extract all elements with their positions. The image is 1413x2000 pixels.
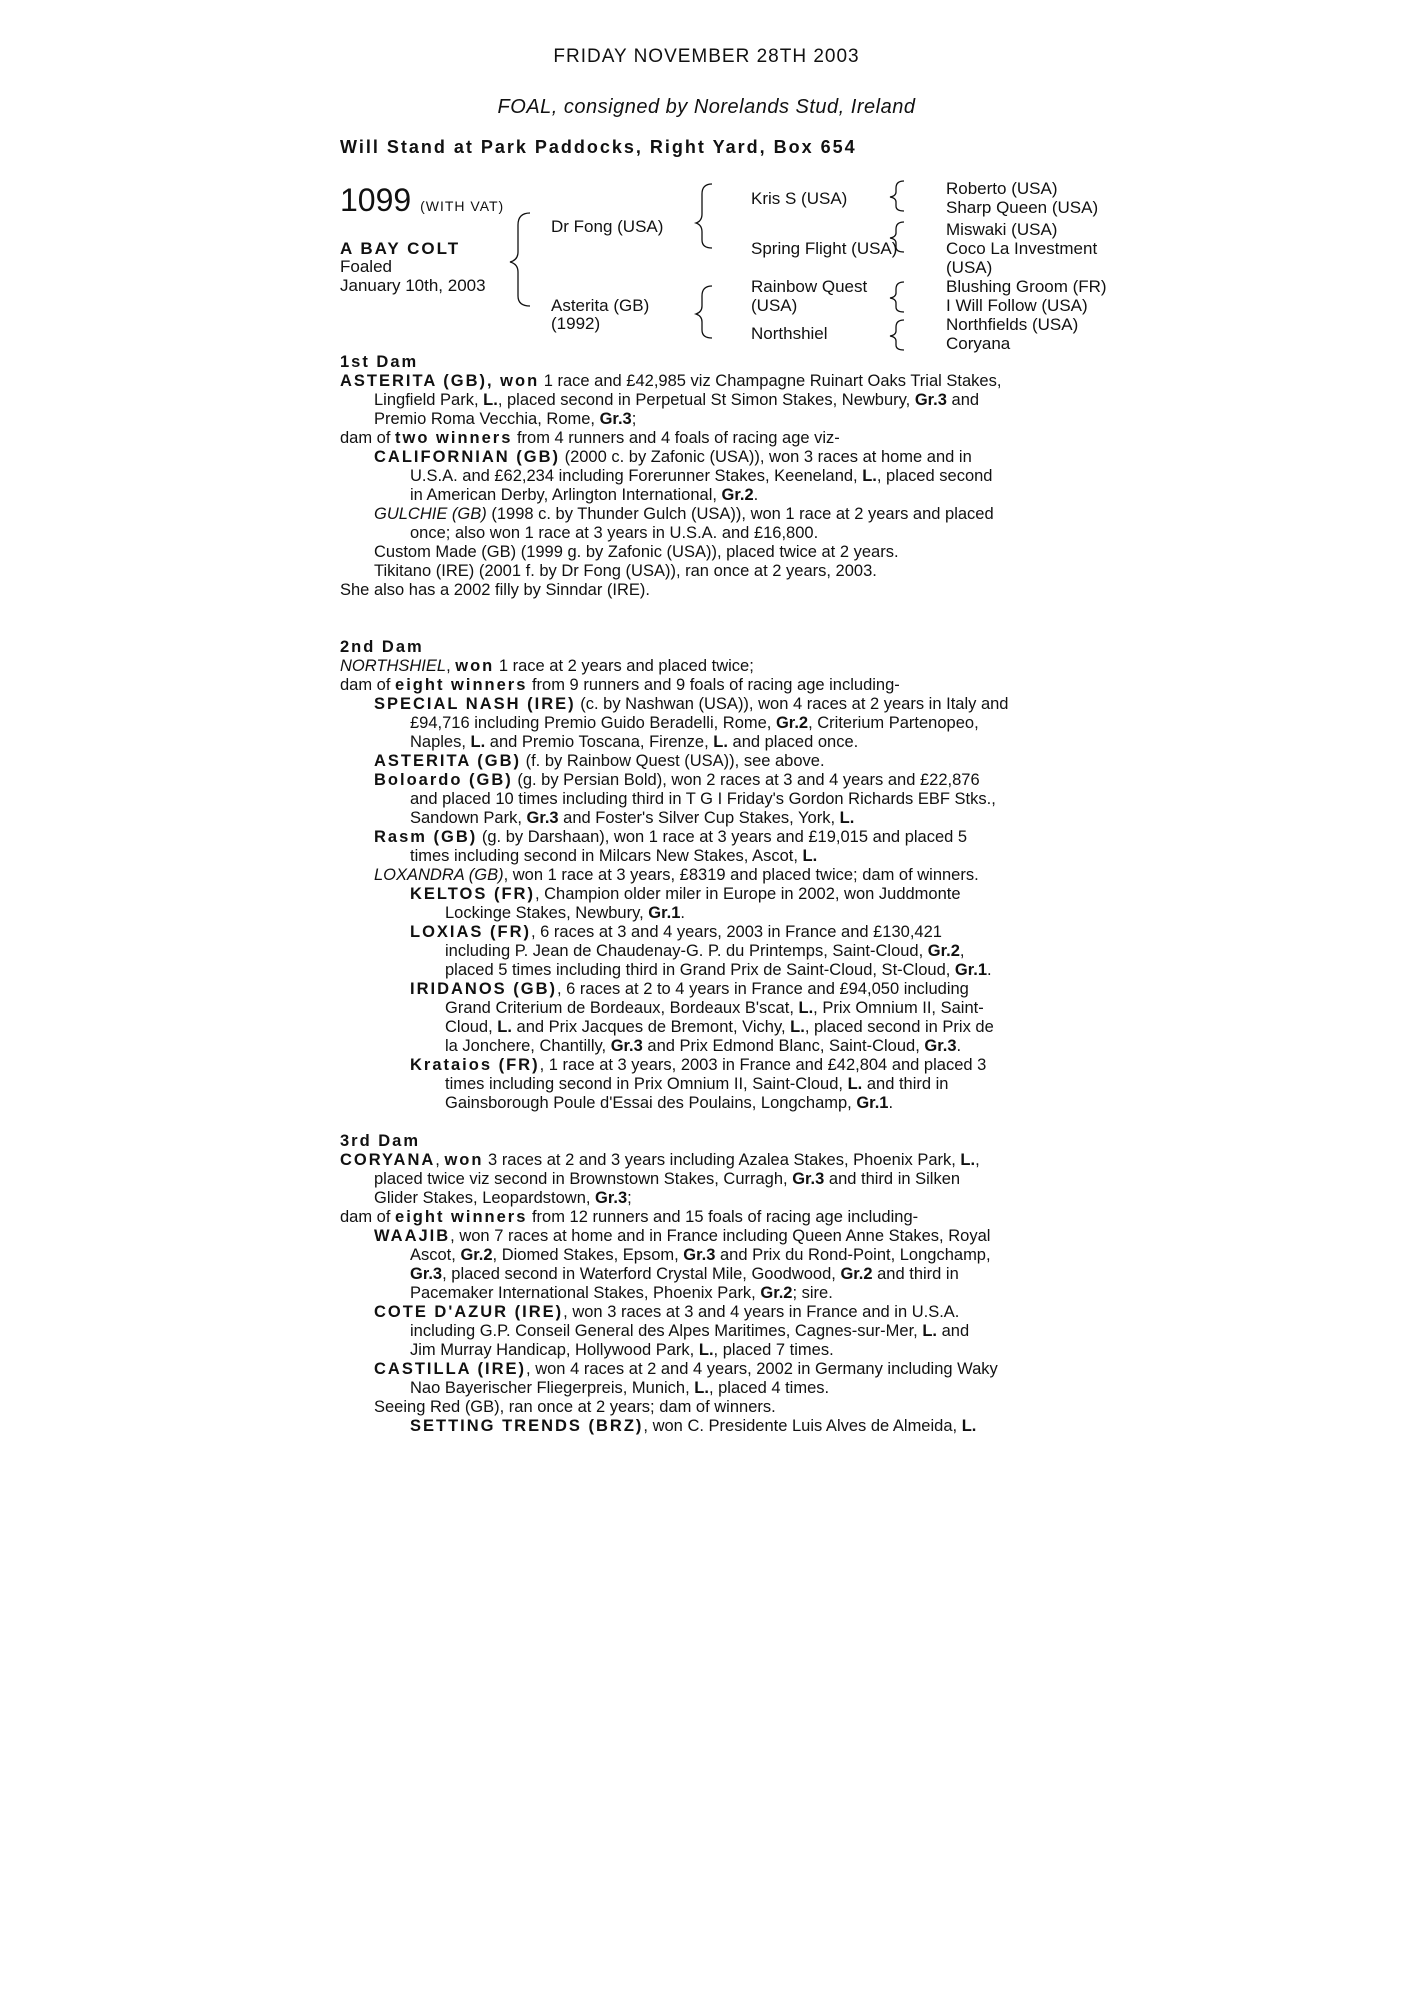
dam3-line-11 (340, 1341, 1072, 1360)
ggs-5: Blushing Groom (FR) (946, 277, 1107, 296)
dam1-line-1 (340, 372, 1072, 391)
dam-sire-1: Rainbow Quest (751, 277, 868, 296)
t: Gr.1 (648, 904, 681, 922)
t: , 6 races at 2 to 4 years in France and £94,050 including (557, 980, 969, 998)
t: Grand Criterium de Bordeaux, Bordeaux B'scat, (445, 999, 799, 1017)
t: won (455, 657, 495, 675)
dam2-line-3 (340, 695, 1072, 714)
dam3-line-12 (340, 1360, 1072, 1379)
dam1-text: 1 race and £42,985 viz Champagne Ruinart Oaks Trial Stakes, (539, 372, 1002, 390)
t: Gr.3 (410, 1265, 443, 1283)
t: , won 7 races at home and in France including Queen Anne Stakes, Royal (450, 1227, 991, 1245)
dam3-line-13 (340, 1379, 1072, 1398)
t: , won 3 races at 3 and 4 years in France and in U.S.A. (563, 1303, 960, 1321)
vat-note: (WITH VAT) (420, 198, 505, 214)
t: . (888, 1094, 894, 1112)
lot-description: A BAY COLT (340, 239, 461, 258)
t: Gr.2 (721, 486, 754, 504)
dam2-line-7 (340, 771, 1072, 790)
bracket-northshiel (890, 320, 904, 350)
t: L. (847, 1075, 863, 1093)
t: , (959, 942, 965, 960)
t: . (753, 486, 759, 504)
sire-sire: Kris S (USA) (751, 189, 848, 208)
pedigree-brackets (0, 0, 1413, 360)
lot-number: 1099 (340, 182, 412, 218)
dam-sire-2: (USA) (751, 296, 798, 315)
ggs-4b: (USA) (946, 258, 993, 277)
t: dam of (340, 676, 396, 694)
t: eight winners (395, 1208, 528, 1226)
dam3-line-3 (340, 1189, 1072, 1208)
t: , 1 race at 3 years, 2003 in France and £42,804 and placed 3 (539, 1056, 987, 1074)
dam3-line-14: Seeing Red (GB), ran once at 2 years; dam of winners. (374, 1398, 776, 1416)
dam2-line-15 (340, 923, 1072, 942)
t: , (975, 1151, 980, 1169)
t: L. (713, 733, 728, 751)
t: and third in (862, 1075, 949, 1093)
sale-date: FRIDAY NOVEMBER 28TH 2003 (553, 46, 860, 67)
t: dam of (340, 429, 396, 447)
dam2-line-6 (340, 752, 1072, 771)
t: from 9 runners and 9 foals of racing age including- (527, 676, 900, 694)
dam2-line-22 (340, 1056, 1072, 1075)
t: and Prix du Rond-Point, Longchamp, (715, 1246, 991, 1264)
t: from 12 runners and 15 foals of racing age including- (527, 1208, 919, 1226)
t: Cloud, (445, 1018, 498, 1036)
t: and third in (872, 1265, 959, 1283)
dam3-line-4 (340, 1208, 1072, 1227)
t: , Diomed Stakes, Epsom, (492, 1246, 684, 1264)
t: Gr.3 (924, 1037, 957, 1055)
dam3-line-10 (340, 1322, 1072, 1341)
t: including G.P. Conseil General des Alpes Maritimes, Cagnes-sur-Mer, (410, 1322, 923, 1340)
ggs-1: Roberto (USA) (946, 179, 1058, 198)
dam1-line-11: Tikitano (IRE) (2001 f. by Dr Fong (USA)), ran once at 2 years, 2003. (374, 562, 877, 580)
dam: Asterita (GB) (551, 296, 650, 315)
dam2-line-23 (340, 1075, 1072, 1094)
t: . (680, 904, 685, 922)
t: la Jonchere, Chantilly, (445, 1037, 611, 1055)
t: Gainsborough Poule d'Essai des Poulains, Longchamp, (445, 1094, 857, 1112)
t: GULCHIE (GB) (374, 505, 487, 523)
t: £94,716 including Premio Guido Beradelli, Rome, (410, 714, 776, 732)
t: U.S.A. and £62,234 including Forerunner Stakes, Keeneland, (410, 467, 863, 485)
dam3-line-7 (340, 1265, 1072, 1284)
t: (2000 c. by Zafonic (USA)), won 3 races at home and in (559, 448, 972, 466)
t: Jim Murray Handicap, Hollywood Park, (410, 1341, 699, 1359)
dam2-line-4 (340, 714, 1072, 733)
t: , (435, 1151, 445, 1169)
t: L. (862, 467, 877, 485)
dam2-line-9 (340, 809, 1072, 828)
t: , placed 7 times. (713, 1341, 834, 1359)
t: L. (497, 1018, 512, 1036)
dam3-line-9 (340, 1303, 1072, 1322)
family-notes (340, 353, 1072, 1436)
spacer (340, 619, 1072, 638)
t: (f. by Rainbow Quest (USA)), see above. (521, 752, 825, 770)
t: Gr.3 (792, 1170, 825, 1188)
t: Pacemaker International Stakes, Phoenix Park, (410, 1284, 761, 1302)
t: COTE D'AZUR (IRE) (374, 1303, 564, 1321)
t: , 6 races at 3 and 4 years, 2003 in France and £130,421 (531, 923, 942, 941)
dam2-line-12 (340, 866, 1072, 885)
ggs-8: Coryana (946, 334, 1011, 353)
t: ; (627, 1189, 632, 1207)
bracket-rainbow-quest (890, 282, 904, 312)
t: and Prix Jacques de Bremont, Vichy, (511, 1018, 791, 1036)
t: WAAJIB (374, 1227, 451, 1245)
t: , Prix Omnium II, Saint- (813, 999, 984, 1017)
t: Sandown Park, (410, 809, 527, 827)
t: Naples, (410, 733, 471, 751)
t: NORTHSHIEL (340, 657, 447, 675)
dam1-line-9: once; also won 1 race at 3 years in U.S.A. and £16,800. (410, 524, 819, 542)
bracket-generation-1 (510, 213, 530, 306)
dam1-line-2 (340, 391, 1072, 410)
dam1-line-8 (340, 505, 1072, 524)
t: L. (961, 1417, 977, 1435)
dam1-line-5 (340, 448, 1072, 467)
dam3-line-1 (340, 1151, 1072, 1170)
bracket-sire (696, 184, 712, 248)
t: Gr.2 (460, 1246, 493, 1264)
t: L. (798, 999, 814, 1017)
t: from 4 runners and 4 foals of racing age viz- (512, 429, 840, 447)
dam1-line-7 (340, 486, 1072, 505)
t: and Foster's Silver Cup Stakes, York, (558, 809, 840, 827)
sire-dam: Spring Flight (USA) (751, 239, 898, 258)
ggs-7: Northfields (USA) (946, 315, 1079, 334)
dam2-line-21 (340, 1037, 1072, 1056)
t: Boloardo (GB) (374, 771, 513, 789)
bracket-dam (696, 286, 712, 338)
dam2-line-10 (340, 828, 1072, 847)
t: in American Derby, Arlington International, (410, 486, 722, 504)
t: Gr.2 (775, 714, 809, 732)
t: L. (470, 733, 486, 751)
dam2-line-2 (340, 676, 1072, 695)
t: . (987, 961, 992, 979)
dam1-line-6 (340, 467, 1072, 486)
t: Gr.3 (683, 1246, 716, 1264)
t: L. (790, 1018, 805, 1036)
t: Rasm (GB) (374, 828, 478, 846)
t: Ascot, (410, 1246, 461, 1264)
t: , won C. Presidente Luis Alves de Almeida, (643, 1417, 962, 1435)
t: eight winners (395, 676, 528, 694)
dam2-line-5 (340, 733, 1072, 752)
t: Gr.1 (954, 961, 988, 979)
foaled-label: Foaled (340, 257, 392, 276)
dam1-line-3 (340, 410, 1072, 429)
t: and third in Silken (824, 1170, 961, 1188)
t: 1 race at 2 years and placed twice; (494, 657, 754, 675)
t: Gr.2 (927, 942, 960, 960)
t: (g. by Persian Bold), won 2 races at 3 and 4 years and £22,876 (512, 771, 980, 789)
t: times including second in Milcars New Stakes, Ascot, (410, 847, 803, 865)
t: (1998 c. by Thunder Gulch (USA)), won 1 race at 2 years and placed (486, 505, 994, 523)
t: ASTERITA (GB) (374, 752, 521, 770)
t: L. (922, 1322, 938, 1340)
t: IRIDANOS (GB) (410, 980, 557, 998)
dam1-heading: 1st Dam (340, 353, 419, 371)
t: , placed 4 times. (708, 1379, 830, 1397)
t: CORYANA (340, 1151, 436, 1169)
t: Premio Roma Vecchia, Rome, (374, 410, 600, 428)
pedigree-table (0, 0, 1413, 360)
dam2-line-24 (340, 1094, 1072, 1113)
t: 3 races at 2 and 3 years including Azalea Stakes, Phoenix Park, (483, 1151, 961, 1169)
t: ; (631, 410, 637, 428)
t: L. (694, 1379, 709, 1397)
stand-location: Will Stand at Park Paddocks, Right Yard, Box 654 (340, 137, 857, 157)
t: , placed second in Perpetual St Simon Stakes, Newbury, (497, 391, 915, 409)
dam1-won: won (500, 372, 540, 390)
dam2-line-19 (340, 999, 1072, 1018)
t: times including second in Prix Omnium II, Saint-Cloud, (445, 1075, 848, 1093)
t: , placed second in Waterford Crystal Mile, Goodwood, (442, 1265, 841, 1283)
dam-year: (1992) (551, 314, 601, 333)
dam3-heading: 3rd Dam (340, 1132, 421, 1150)
t: , Criterium Partenopeo, (808, 714, 979, 732)
consignment-line: FOAL, consigned by Norelands Stud, Ireland (497, 96, 916, 118)
t: and (946, 391, 980, 409)
spacer (340, 600, 1072, 619)
ggs-3: Miswaki (USA) (946, 220, 1058, 239)
dam-dam: Northshiel (751, 324, 828, 343)
t: , Champion older miler in Europe in 2002, won Juddmonte (534, 885, 961, 903)
dam1-line-12: She also has a 2002 filly by Sinndar (IRE). (340, 581, 650, 599)
t: (g. by Darshaan), won 1 race at 3 years and £19,015 and placed 5 (477, 828, 968, 846)
t: LOXIAS (FR) (410, 923, 531, 941)
foaled-date: January 10th, 2003 (340, 276, 486, 295)
dam3-line-15 (340, 1417, 1072, 1436)
t: , placed second (876, 467, 993, 485)
t: Lingfield Park, (374, 391, 484, 409)
t: Gr.3 (599, 410, 632, 428)
dam3-line-8 (340, 1284, 1072, 1303)
t: placed twice viz second in Brownstown Stakes, Curragh, (374, 1170, 793, 1188)
dam2-line-11 (340, 847, 1072, 866)
t: Gr.1 (856, 1094, 889, 1112)
t: , won 1 race at 3 years, £8319 and placed twice; dam of winners. (503, 866, 979, 884)
t: ; sire. (792, 1284, 833, 1302)
bracket-kris-s (890, 181, 904, 211)
t: SPECIAL NASH (IRE) (374, 695, 576, 713)
t: SETTING TRENDS (BRZ) (410, 1417, 644, 1435)
t: Gr.3 (914, 391, 947, 409)
t: . (956, 1037, 962, 1055)
t: and (937, 1322, 970, 1340)
dam3-line-5 (340, 1227, 1072, 1246)
t: Lockinge Stakes, Newbury, (445, 904, 649, 922)
t: CALIFORNIAN (GB) (374, 448, 560, 466)
t: KELTOS (FR) (410, 885, 535, 903)
t: (c. by Nashwan (USA)), won 4 races at 2 years in Italy and (575, 695, 1009, 713)
t: including P. Jean de Chaudenay-G. P. du Printemps, Saint-Cloud, (445, 942, 928, 960)
dam1-line-4 (340, 429, 1072, 448)
dam3-line-2 (340, 1170, 1072, 1189)
lot-number-line (340, 183, 504, 223)
sire: Dr Fong (USA) (551, 217, 664, 236)
t: Gr.2 (760, 1284, 793, 1302)
ggs-6: I Will Follow (USA) (946, 296, 1088, 315)
t: and Prix Edmond Blanc, Saint-Cloud, (642, 1037, 925, 1055)
t: CASTILLA (IRE) (374, 1360, 527, 1378)
t: L. (802, 847, 818, 865)
dam2-line-14 (340, 904, 1072, 923)
t: , placed second in Prix de (804, 1018, 994, 1036)
dam2-line-1 (340, 657, 1072, 676)
dam3-line-6 (340, 1246, 1072, 1265)
t: and Premio Toscana, Firenze, (485, 733, 714, 751)
t: Nao Bayerischer Fliegerpreis, Munich, (410, 1379, 695, 1397)
t: won (444, 1151, 484, 1169)
t: L. (960, 1151, 976, 1169)
t: Gr.2 (840, 1265, 873, 1283)
dam1-name: ASTERITA (GB), (340, 372, 501, 390)
dam2-line-18 (340, 980, 1072, 999)
t: L. (839, 809, 855, 827)
dam2-line-16 (340, 942, 1072, 961)
t: Gr.3 (610, 1037, 643, 1055)
t: L. (483, 391, 498, 409)
dam2-heading: 2nd Dam (340, 638, 424, 656)
dam2-line-17 (340, 961, 1072, 980)
dam2-line-8: and placed 10 times including third in T G I Friday's Gordon Richards EBF Stks., (410, 790, 996, 808)
t: Glider Stakes, Leopardstown, (374, 1189, 596, 1207)
ggs-4: Coco La Investment (946, 239, 1098, 258)
t: Krataios (FR) (410, 1056, 540, 1074)
t: , (446, 657, 456, 675)
dam2-line-20 (340, 1018, 1072, 1037)
t: Gr.3 (526, 809, 559, 827)
spacer (340, 1113, 1072, 1132)
t: two winners (395, 429, 513, 447)
t: , won 4 races at 2 and 4 years, 2002 in Germany including Waky (526, 1360, 998, 1378)
t: and placed once. (727, 733, 859, 751)
dam2-line-13 (340, 885, 1072, 904)
ggs-2: Sharp Queen (USA) (946, 198, 1099, 217)
t: L. (698, 1341, 714, 1359)
t: LOXANDRA (GB) (374, 866, 504, 884)
t: placed 5 times including third in Grand Prix de Saint-Cloud, St-Cloud, (445, 961, 955, 979)
dam1-line-10: Custom Made (GB) (1999 g. by Zafonic (USA)), placed twice at 2 years. (374, 543, 899, 561)
t: Gr.3 (595, 1189, 628, 1207)
t: dam of (340, 1208, 396, 1226)
